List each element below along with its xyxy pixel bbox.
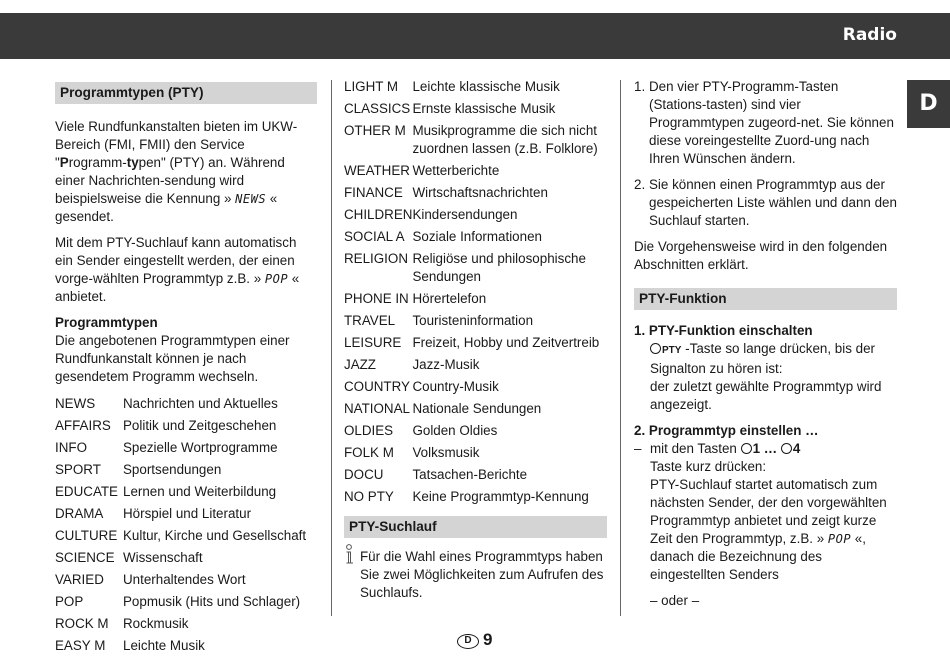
step-2-body: Taste kurz drücken: PTY-Suchlauf startet automatisch zum nächsten Sender, der den vorgewählten Programmtyp anbietet und zeigt kurze Zeit den Programmtyp, z.B. » POP «, danach die Bezeichnung des eingestellten Senders [650, 459, 887, 582]
table-row: EASY M Leichte Musik [55, 638, 205, 653]
table-row: PHONE IN Hörertelefon [344, 291, 487, 306]
column-2 [344, 78, 607, 602]
pty-table-1 [55, 395, 317, 659]
table-row: NO PTY Keine Programmtyp-Kennung [344, 489, 589, 504]
table-row: JAZZ Jazz-Musik [344, 357, 480, 372]
button-circle-icon [741, 443, 752, 454]
list-item: 2. Sie können einen Programmtyp aus der gespeicherten Liste wählen und dann den Suchlauf starten. [634, 177, 897, 228]
search-paragraph: Mit dem PTY-Suchlauf kann automatisch ein Sender eingestellt werden, der einen vorge-wählten Programmtyp z.B. » POP « anbietet. [55, 235, 300, 304]
table-row: CULTURE Kultur, Kirche und Gesellschaft [55, 528, 307, 543]
section-heading-pty-suchlauf: PTY-Suchlauf [344, 516, 607, 538]
display-text: POP [264, 272, 289, 286]
table-row: OTHER M Musikprogramme die sich nicht zuordnen lassen (z.B. Folklore) [344, 123, 598, 156]
table-row: CLASSICS Ernste klassische Musik [344, 101, 556, 116]
info-note [344, 548, 607, 602]
table-row: NATIONAL Nationale Sendungen [344, 401, 542, 416]
options-list [634, 78, 897, 230]
step-1-title: 1. PTY-Funktion einschalten [634, 323, 813, 338]
display-text: NEWS [235, 192, 267, 206]
list-item: 1. Den vier PTY-Programm-Tasten (Stations-tasten) sind vier Programmtypen zugeord-net. Sie können diese voreingestellte Zuord-ung nach Ihren Wünschen ändern. [634, 79, 894, 166]
table-row: OLDIES Golden Oldies [344, 423, 498, 438]
page-number: 9 [483, 630, 493, 649]
table-row: DRAMA Hörspiel und Literatur [55, 506, 252, 521]
step-1-body: PTY -Taste so lange drücken, bis der Signalton zu hören ist: der zuletzt gewählte Programmtyp wird angezeigt. [650, 341, 882, 412]
header-bar [0, 13, 950, 59]
table-row: FOLK M Volksmusik [344, 445, 480, 460]
button-circle-icon [650, 343, 661, 354]
info-note-text: Für die Wahl eines Programmtyps haben Sie zwei Möglichkeiten zum Aufrufen des Suchlaufs. [360, 549, 604, 600]
header-title: Radio [842, 25, 897, 45]
table-row: LIGHT M Leichte klassische Musik [344, 79, 560, 94]
oder-text: – oder – [650, 593, 700, 608]
table-row: LEISURE Freizeit, Hobby und Zeitvertreib [344, 335, 600, 350]
table-row: INFO Spezielle Wortprogramme [55, 440, 278, 455]
types-paragraph: Die angebotenen Programmtypen einer Rundfunkanstalt können je nach gesendetem Programm wechseln. [55, 333, 290, 384]
procedure-paragraph: Die Vorgehensweise wird in den folgenden Abschnitten erklärt. [634, 239, 888, 272]
table-row: ROCK M Rockmusik [55, 616, 189, 631]
button-circle-icon [781, 443, 792, 454]
table-row: SPORT Sportsendungen [55, 462, 222, 477]
section-heading-pty: Programmtypen (PTY) [55, 82, 317, 104]
language-tab: D [907, 80, 950, 128]
table-row: SCIENCE Wissenschaft [55, 550, 203, 565]
display-text: POP [827, 532, 852, 546]
table-row: EDUCATE Lernen und Weiterbildung [55, 484, 277, 499]
table-row: TRAVEL Touristeninformation [344, 313, 534, 328]
table-row: WEATHER Wetterberichte [344, 163, 500, 178]
pty-table-2 [344, 78, 607, 510]
section-heading-pty-funktion: PTY-Funktion [634, 288, 897, 310]
table-row: VARIED Unterhaltendes Wort [55, 572, 246, 587]
column-1 [55, 78, 317, 659]
language-badge: D [457, 634, 479, 649]
table-row: RELIGION Religiöse und philosophische Sendungen [344, 251, 586, 284]
table-row: SOCIAL A Soziale Informationen [344, 229, 542, 244]
page-footer [457, 631, 492, 651]
table-row: DOCU Tatsachen-Berichte [344, 467, 528, 482]
step-2-keys: – mit den Tasten 1 … 4 [634, 441, 801, 456]
table-row: POP Popmusik (Hits und Schlager) [55, 594, 301, 609]
table-row: AFFAIRS Politik und Zeitgeschehen [55, 418, 277, 433]
table-row: FINANCE Wirtschaftsnachrichten [344, 185, 548, 200]
column-divider [331, 80, 332, 616]
intro-paragraph: Viele Rundfunkanstalten bieten im UKW-Bereich (FMI, FMII) den Service "Programm-typen" (PTY) an. Während einer Nachrichten-sendung wird beispielsweise die Kennung » NEWS « gesendet. [55, 119, 298, 224]
table-row: COUNTRY Country-Musik [344, 379, 499, 394]
info-icon [344, 544, 356, 566]
column-divider [620, 80, 621, 616]
subheading-programmtypen: Programmtypen [55, 315, 158, 330]
pty-key-label: PTY [662, 345, 682, 356]
table-row: CHILDREN Kindersendungen [344, 207, 518, 222]
table-row: NEWS Nachrichten und Aktuelles [55, 396, 278, 411]
step-2-title: 2. Programmtyp einstellen … [634, 423, 819, 438]
column-3 [634, 78, 897, 610]
